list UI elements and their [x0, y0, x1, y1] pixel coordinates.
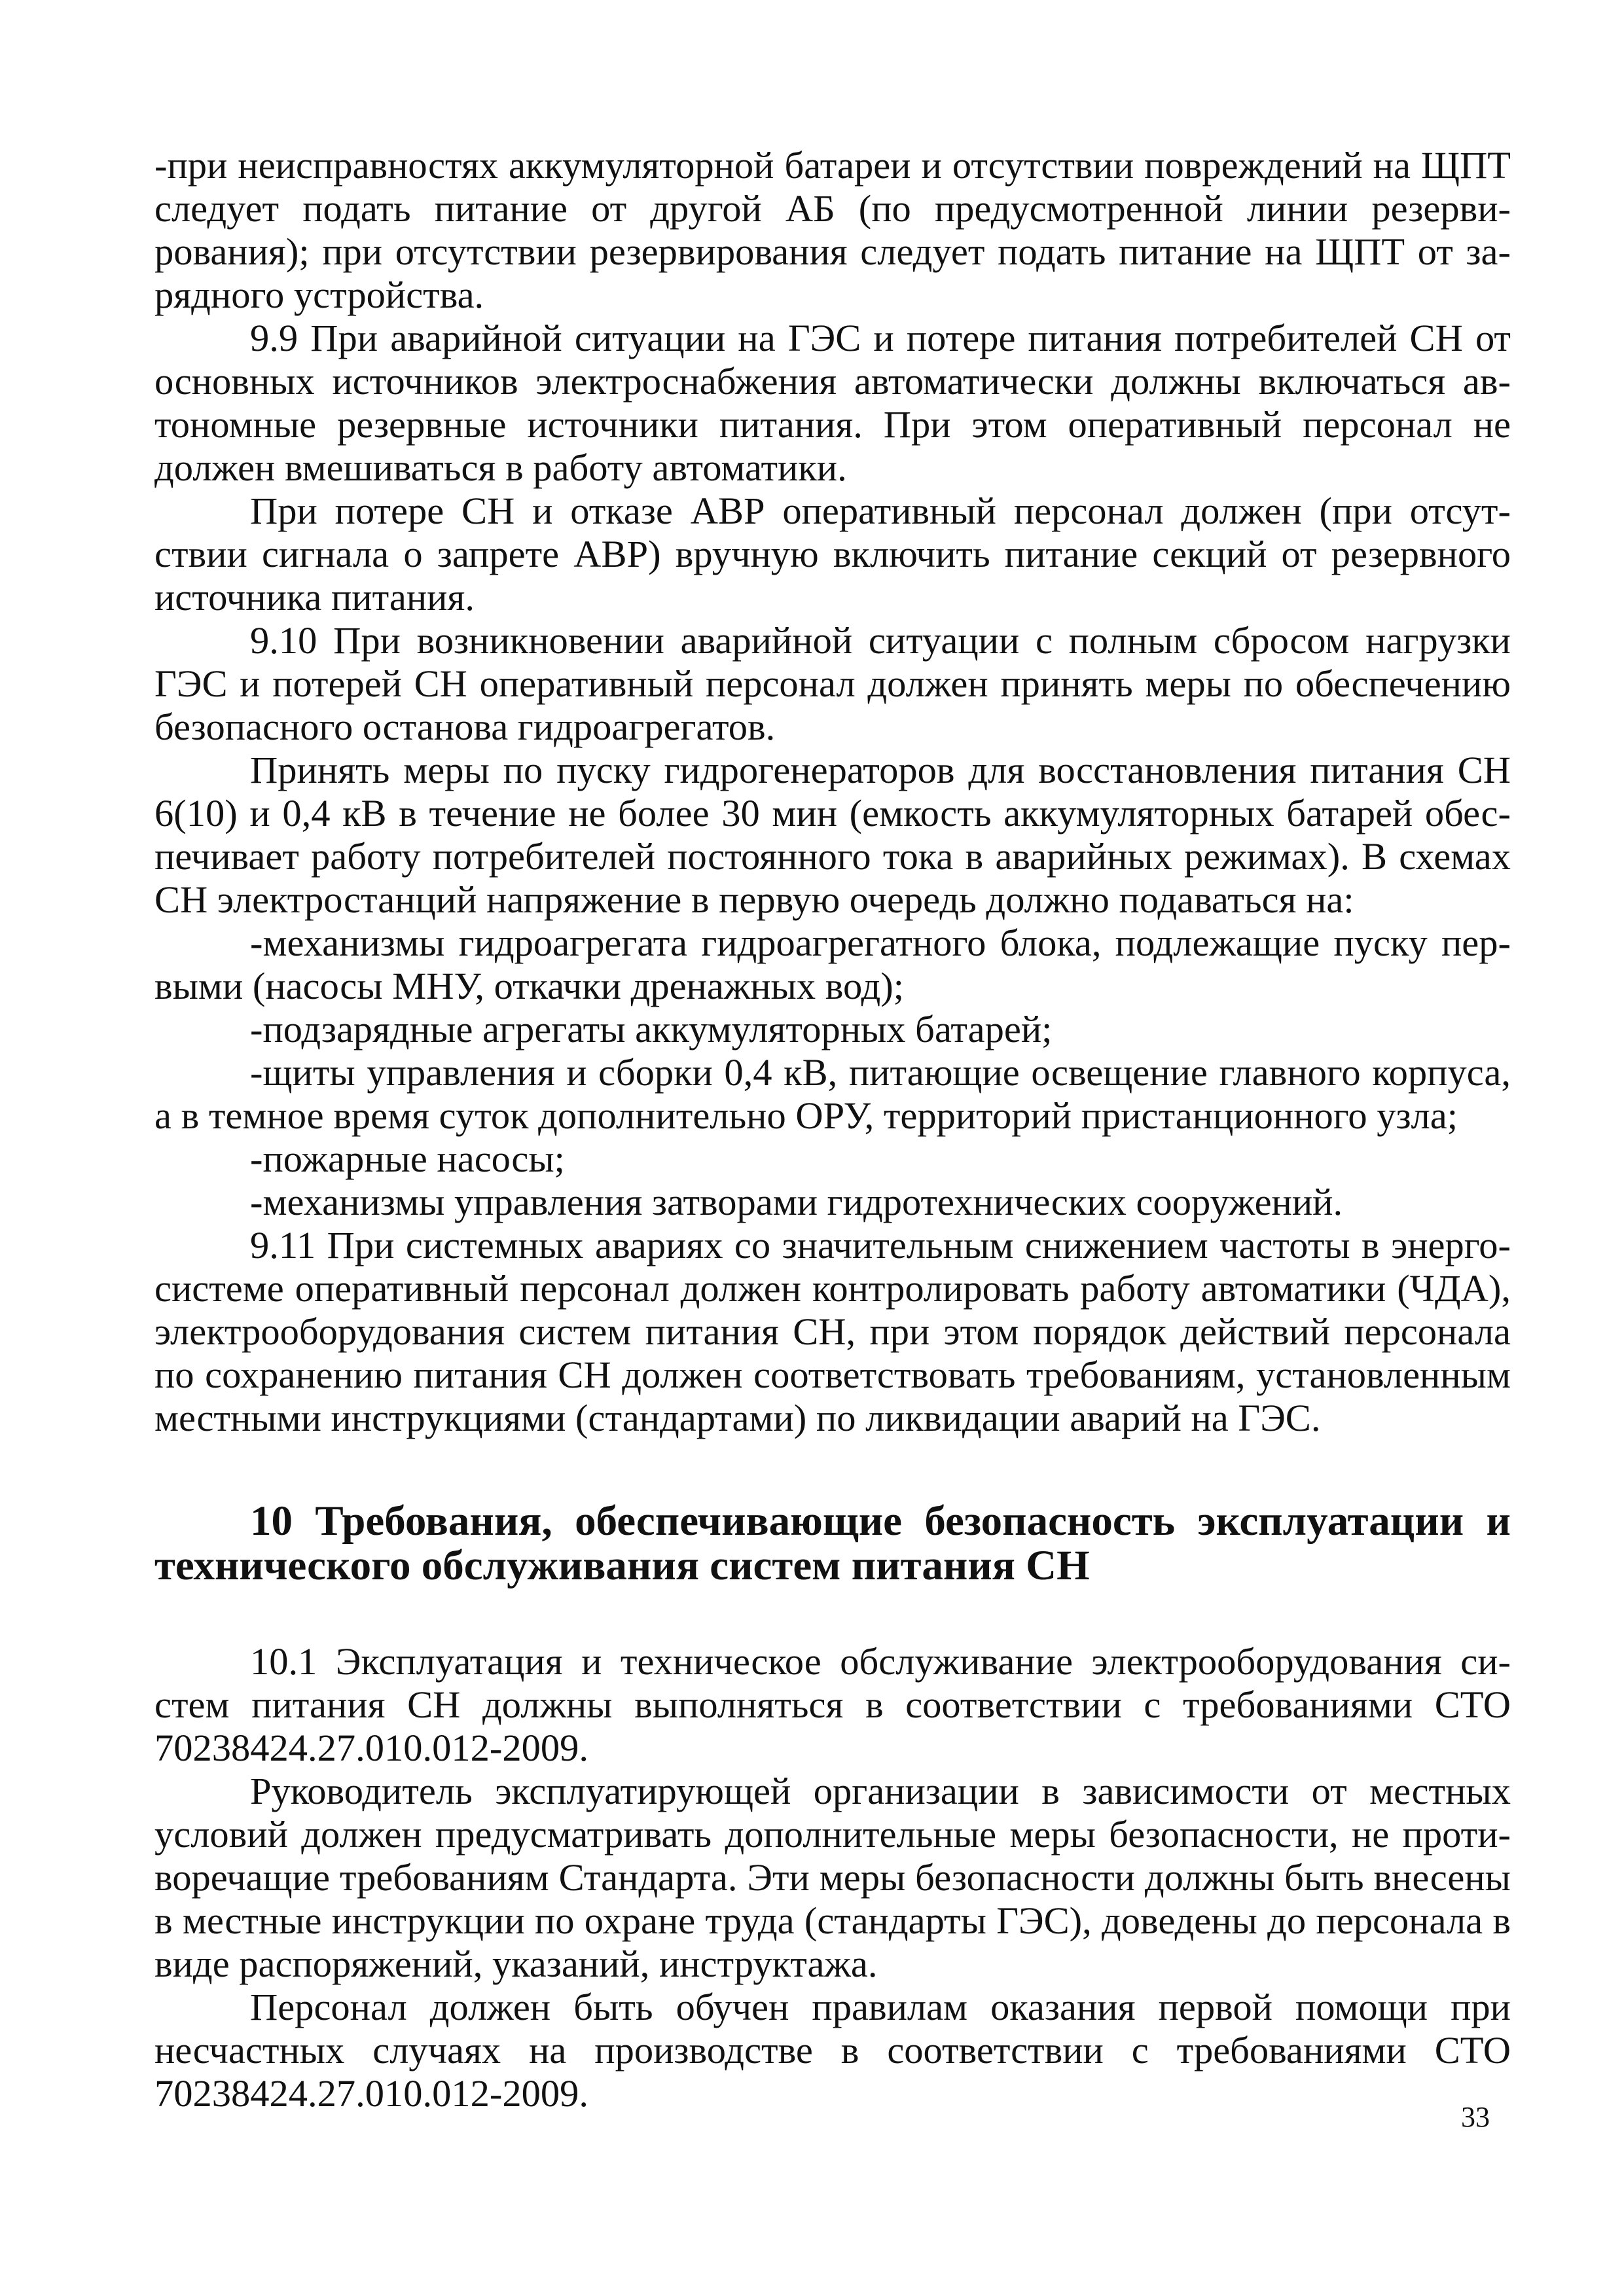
document-page: [154, 144, 1511, 2115]
list-item-gate-mechanisms: -механизмы управления затворами гидротехнических сооружений.: [250, 1181, 1343, 1223]
paragraph-9-9: 9.9 При аварийной ситуации на ГЭС и потере питания потребителей СН от основных источников электроснабжения автоматически должны включаться автономные резервные источники питания. При этом оперативный персонал не должен вмешиваться в работу автоматики.: [154, 317, 1511, 489]
list-item-charging-units: -подзарядные агрегаты аккумуляторных батарей;: [250, 1008, 1053, 1050]
paragraph-10-1: 10.1 Эксплуатация и техническое обслуживание электрооборудования систем питания СН должны выполняться в соответствии с требованиями СТО 70238424.27.010.012-2009.: [154, 1640, 1511, 1769]
paragraph-avr-failure: При потере СН и отказе АВР оперативный персонал должен (при отсутствии сигнала о запрете АВР) вручную включить питание секций от резервного источника питания.: [154, 490, 1511, 619]
paragraph-9-10: 9.10 При возникновении аварийной ситуации с полным сбросом нагрузки ГЭС и потерей СН оперативный персонал должен принять меры по обеспечению безопасного останова гидроагрегатов.: [154, 619, 1511, 748]
list-item-control-panels: -щиты управления и сборки 0,4 кВ, питающие освещение главного корпуса, а в темное время суток дополнительно ОРУ, территорий пристанционного узла;: [154, 1051, 1511, 1137]
paragraph-safety-measures: Руководитель эксплуатирующей организации в зависимости от местных условий должен предусматривать дополнительные меры безопасности, не противоречащие требованиям Стандарта. Эти меры безопасности должны быть внесены в местные инструкции по охране труда (стандарты ГЭС), доведены до персонала в виде распоряжений, указаний, инструктажа.: [154, 1770, 1511, 1985]
paragraph-9-11: 9.11 При системных авариях со значительным снижением частоты в энергосистеме оперативный персонал должен контролировать работу автоматики (ЧДА), электрооборудования систем питания СН, при этом порядок действий персонала по сохранению питания СН должен соответствовать требованиям, установленным местными инструкциями (стандартами) по ликвидации аварий на ГЭС.: [154, 1224, 1511, 1439]
paragraph-generator-start: Принять меры по пуску гидрогенераторов для восстановления питания СН 6(10) и 0,4 кВ в течение не более 30 мин (емкость аккумуляторных батарей обеспечивает работу потребителей постоянного тока в аварийных режимах). В схемах СН электростанций напряжение в первую очередь должно подаваться на:: [154, 749, 1511, 921]
section-heading-10: 10 Требования, обеспечивающие безопасность эксплуатации и технического обслуживания систем питания СН: [154, 1498, 1511, 1589]
list-item-fire-pumps: -пожарные насосы;: [250, 1138, 565, 1180]
paragraph-battery-fault: -при неисправностях аккумуляторной батареи и отсутствии повреждений на ЩПТ следует подать питание от другой АБ (по предусмотренной линии резервирования); при отсутствии резервирования следует подать питание на ЩПТ от зарядного устройства.: [154, 144, 1511, 316]
page-number: 33: [1461, 2101, 1490, 2133]
list-item-unit-mechanisms: -механизмы гидроагрегата гидроагрегатного блока, подлежащие пуску первыми (насосы МНУ, откачки дренажных вод);: [154, 922, 1511, 1007]
paragraph-first-aid: Персонал должен быть обучен правилам оказания первой помощи при несчастных случаях на производстве в соответствии с требованиями СТО 70238424.27.010.012-2009.: [154, 1986, 1511, 2115]
